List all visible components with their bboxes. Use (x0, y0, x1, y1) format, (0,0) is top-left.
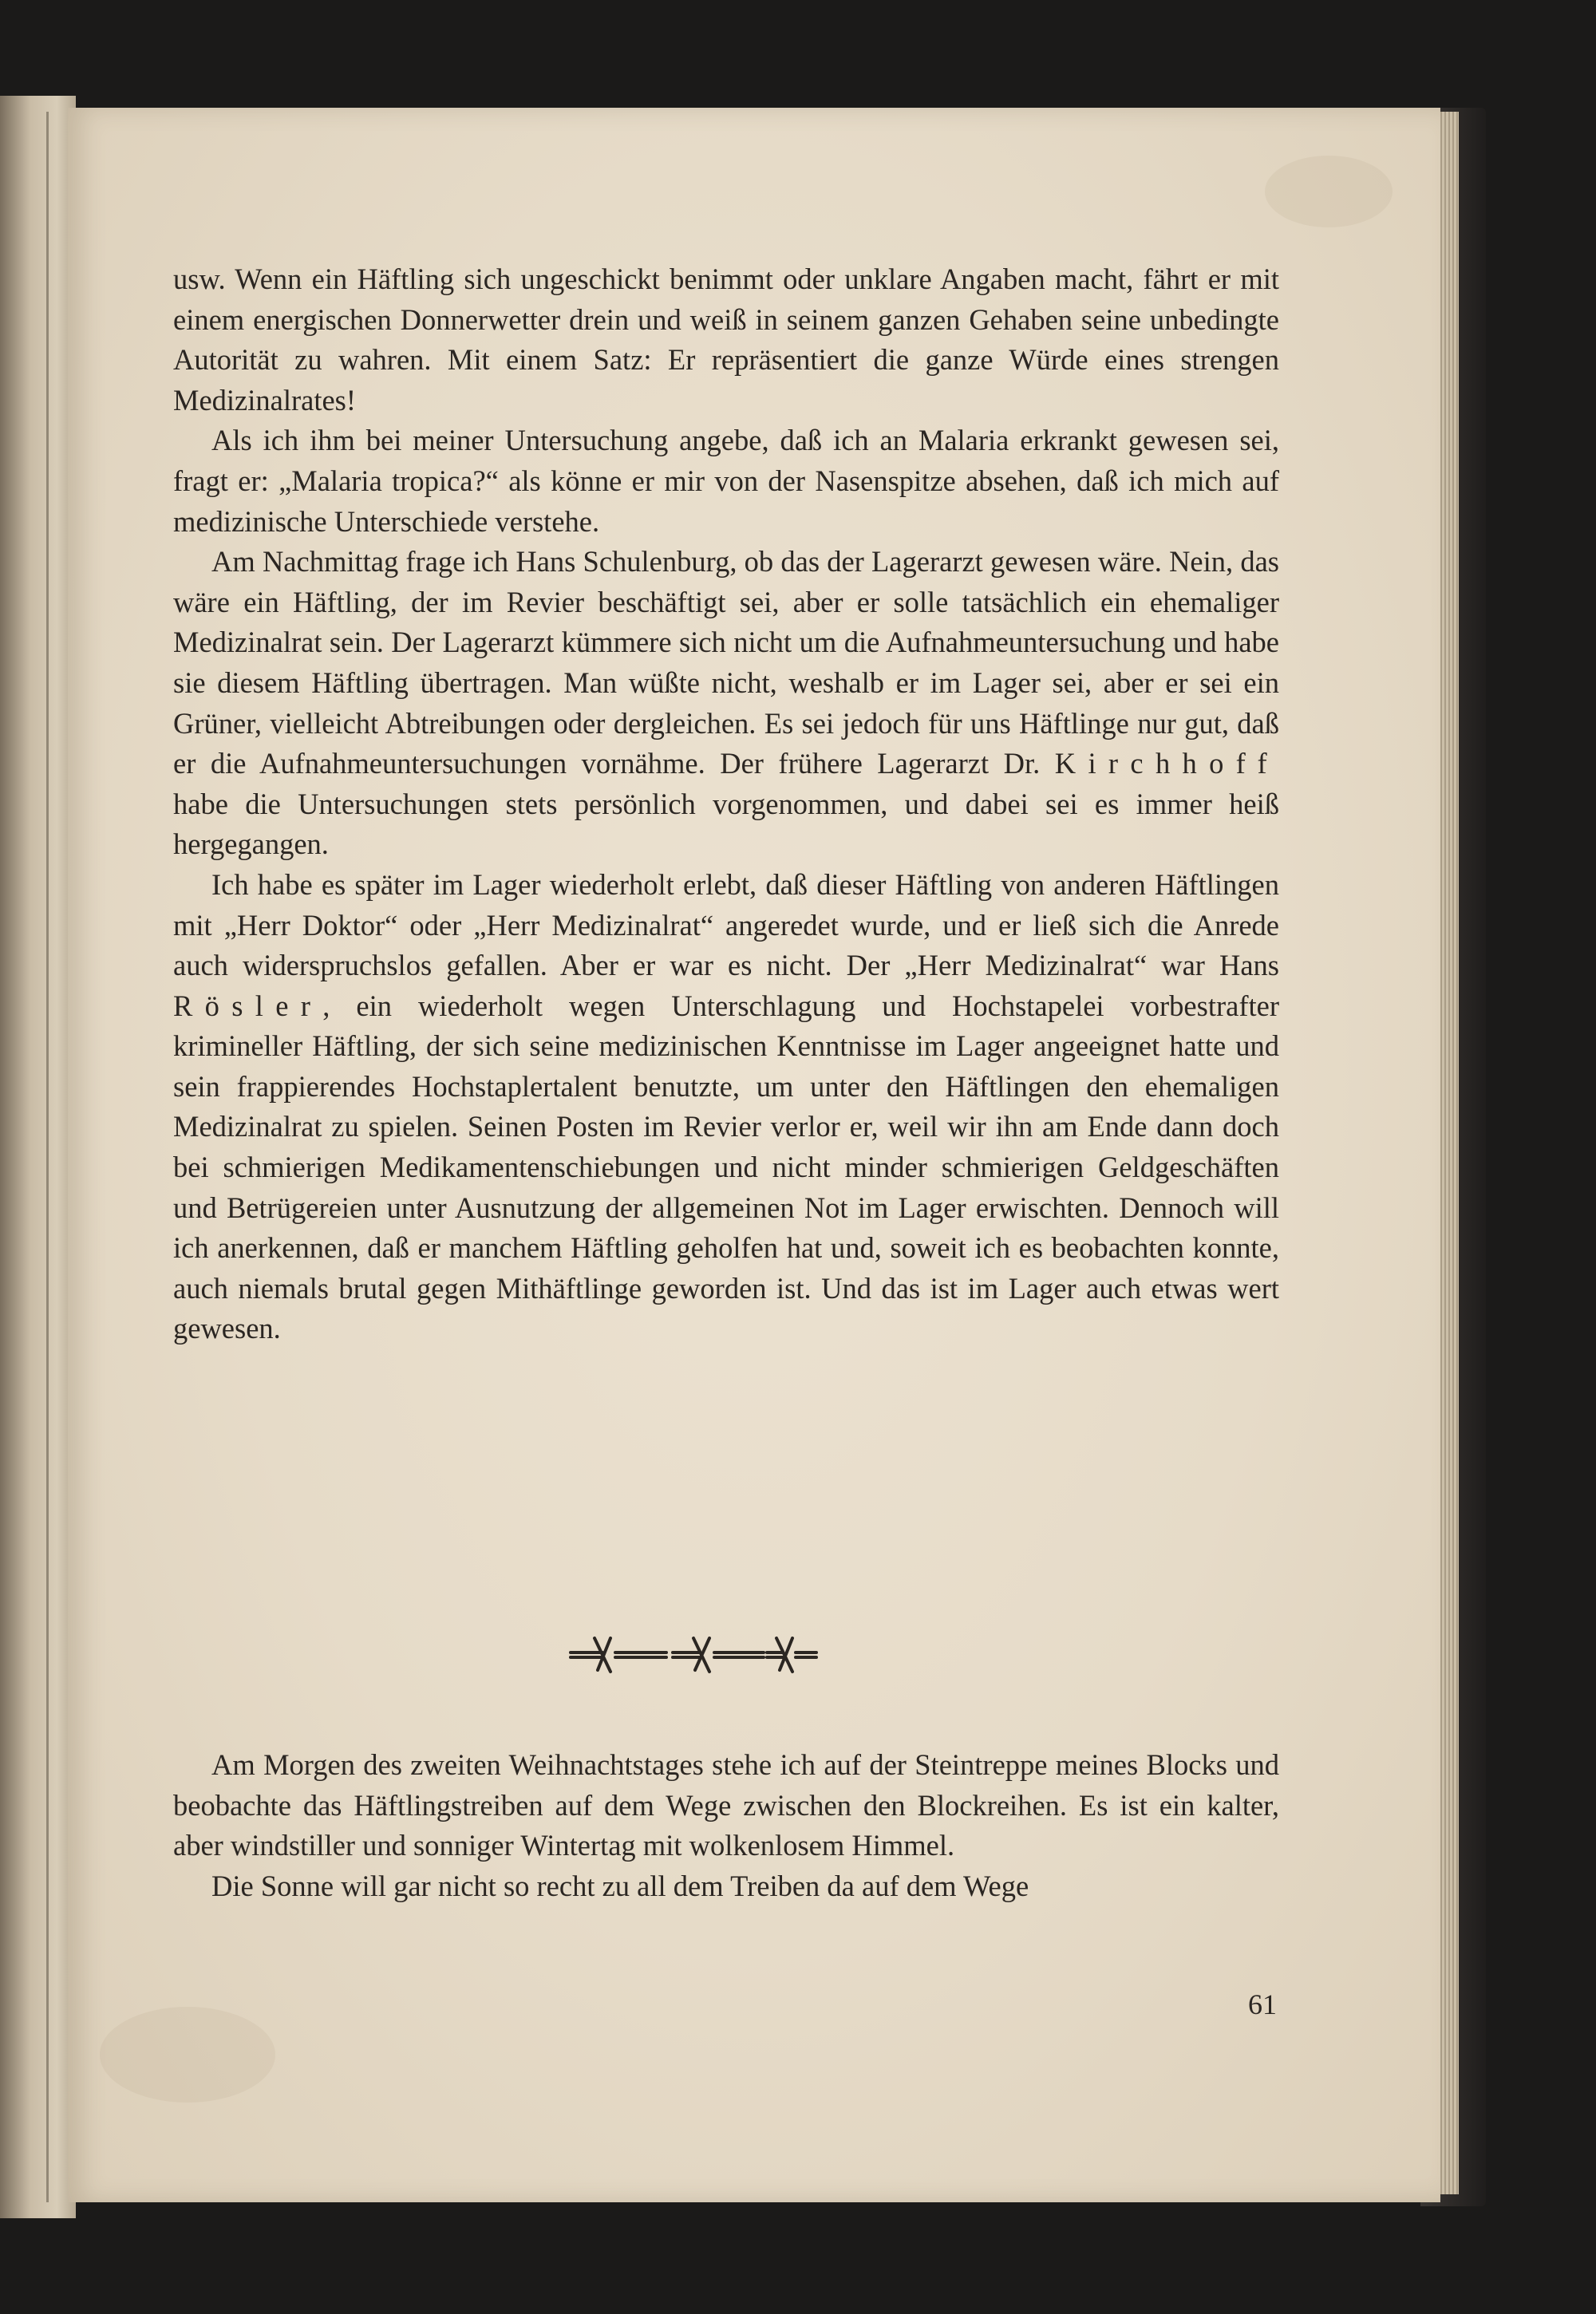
paragraph-text: Am Nachmittag frage ich Hans Schulenburg, ob das der Lagerarzt gewesen wäre. Nein, das wäre ein Häftling, der im Revier beschäftigt sei, aber er solle tatsächlich ein ehemaliger Medizinalrat sein. Der Lagerarzt kümmere sich nicht um die Aufnahmeuntersuchung und habe sie diesem Häftling übertragen. Man wüßte nicht, weshalb er im Lager sei, aber er sei ein Grüner, vielleicht Abtreibungen oder dergleichen. Es sei jedoch für uns Häftlinge nur gut, daß er die Aufnahmeuntersuchungen vornähme. Der frühere Lagerarzt Dr. (173, 545, 1279, 780)
paragraph (173, 542, 1279, 865)
barbed-wire-divider-icon (567, 1632, 820, 1676)
page-number: 61 (1248, 1988, 1277, 2020)
paragraph-text: habe die Untersuchungen stets persönlich vorgenommen, und dabei sei es immer heiß hergegangen. (173, 787, 1279, 861)
paragraph-text: , ein wiederholt wegen Unterschlagung und Hochstapelei vorbestrafter krimineller Häftling, der sich seine medizinischen Kenntnisse im Lager angeeignet hatte und sein frappierendes Hochstaplertalent benutzte, um unter den Häftlingen den ehemaligen Medizinalrat zu spielen. Seinen Posten im Revier verlor er, weil wir ihn am Ende dann doch bei schmierigen Medikamentenschiebungen und nicht minder schmierigen Geldgeschäften und Betrügereien unter Ausnutzung der allgemeinen Not im Lager erwischten. Dennoch will ich anerkennen, daß er manchem Häftling geholfen hat und, soweit ich es beobachten konnte, auch niemals brutal gegen Mithäftlinge geworden ist. Und das ist im Lager auch etwas wert gewesen. (173, 989, 1279, 1345)
paper-stain (100, 2007, 275, 2103)
paragraph: Als ich ihm bei meiner Untersuchung angebe, daß ich an Malaria erkrankt gewesen sei, fragt er: „Malaria tropica?“ als könne er mir von der Nasenspitze absehen, daß ich mich auf medizinische Unterschiede verstehe. (173, 424, 1279, 538)
left-page-edge (0, 96, 76, 2218)
person-name-kirchhoff: Kirchhoff (1054, 747, 1279, 780)
body-text-section-2 (173, 1745, 1279, 1906)
paragraph: usw. Wenn ein Häftling sich ungeschickt benimmt oder unklare Angaben macht, fährt er mit einem energischen Donnerwetter drein und weiß in seinem ganzen Gehaben seine unbedingte Autorität zu wahren. Mit einem Satz: Er repräsentiert die ganze Würde eines strengen Medizinalrates! (173, 263, 1279, 417)
paragraph: Am Morgen des zweiten Weihnachtstages stehe ich auf der Steintreppe meines Blocks und beobachte das Häftlingstreiben auf dem Wege zwischen den Blockreihen. Es ist ein kalter, aber windstiller und sonniger Wintertag mit wolkenlosem Himmel. (173, 1748, 1279, 1862)
body-text (173, 259, 1279, 1349)
paragraph: Die Sonne will gar nicht so recht zu all dem Treiben da auf dem Wege (211, 1869, 1029, 1902)
binding-shadow (46, 112, 49, 2202)
person-name-roesler: Rösler (173, 989, 323, 1022)
paragraph-text: Ich habe es später im Lager wiederholt erlebt, daß dieser Häftling von anderen Häftlingen mit „Herr Doktor“ oder „Herr Medizinalrat“ angeredet wurde, und er ließ sich die Anrede auch widerspruchslos gefallen. Aber er war es nicht. Der „Herr Medizinalrat“ war Hans (173, 867, 1279, 982)
paper-stain (1265, 156, 1393, 227)
book-page (68, 108, 1440, 2202)
paragraph (173, 865, 1279, 1349)
